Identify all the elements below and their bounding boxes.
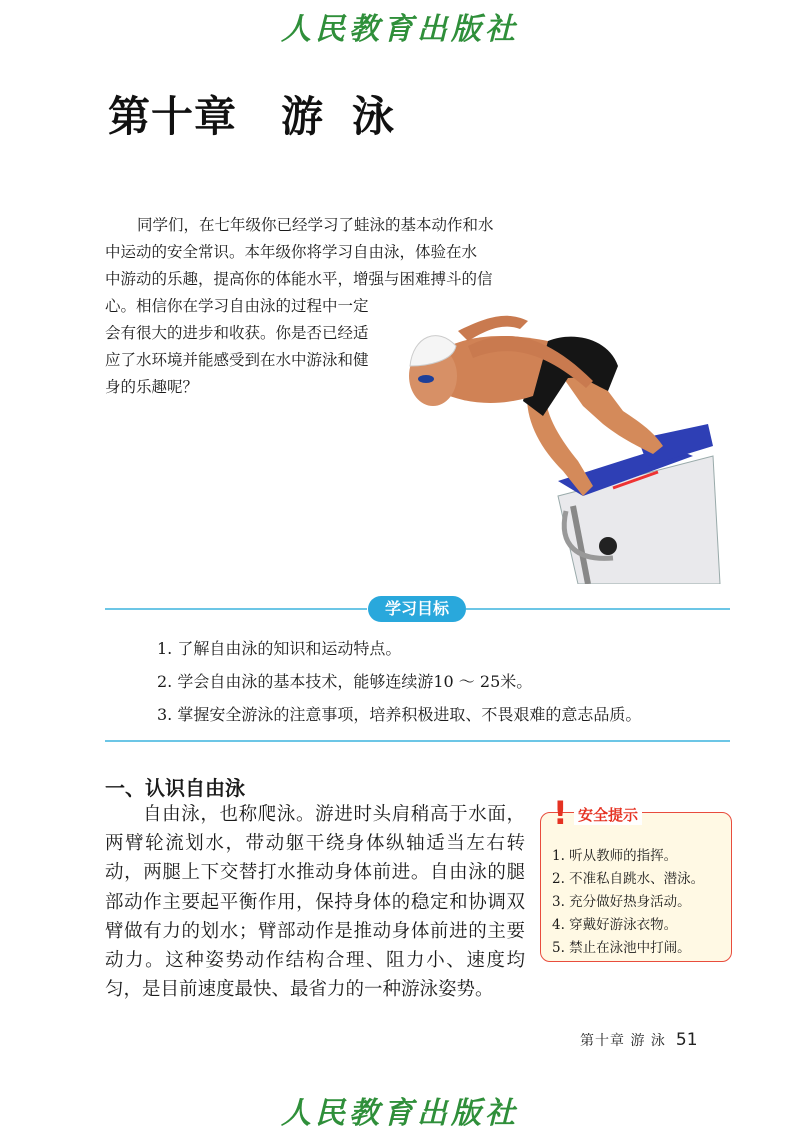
exclamation-icon: ! [553,794,568,832]
intro-line: 中游动的乐趣，提高你的体能水平，增强与困难搏斗的信 [105,270,493,288]
chapter-word-2: 泳 [352,92,396,141]
goal-item: 3. 掌握安全游泳的注意事项，培养积极进取、不畏艰难的意志品质。 [157,705,642,724]
divider [466,608,730,610]
intro-line: 应了水环境并能感受到在水中游泳和健 [105,351,369,369]
intro-line: 中运动的安全常识。本年级你将学习自由泳，体验在水 [105,243,478,261]
swimmer-illustration [408,296,726,584]
intro-line: 身的乐趣呢？ [105,378,199,396]
footer-chapter-label: 第十章 游 泳 [580,1033,666,1049]
safety-item: 3. 充分做好热身活动。 [552,894,691,910]
intro-line: 会有很大的进步和收获。你是否已经适 [105,324,369,342]
section-body: 自由泳，也称爬泳。游进时头肩稍高于水面，两臂轮流划水，带动躯干绕身体纵轴适当左右转动，两腿上下交替打水推动身体前进。自由泳的腿部动作主要起平衡作用，保持身体的稳定和协调双臂做有力的划水；臂部动作是推动身体前进的主要动力。这种姿势动作结构合理、阻力小、速度均匀，是目前速度最快、最省力的一种游泳姿势。 [105,804,525,1001]
chapter-word-1: 游 [281,92,325,141]
goal-item: 2. 学会自由泳的基本技术，能够连续游10 ～ 25米。 [157,672,533,691]
publisher-logo-bottom: 人民教育出版社 [281,1096,519,1131]
chapter-number: 第十章 [108,92,238,141]
publisher-logo-top: 人民教育出版社 [281,12,519,47]
safety-item: 1. 听从教师的指挥。 [552,848,678,864]
learning-goals-label: 学习目标 [368,596,466,622]
goal-item: 1. 了解自由泳的知识和运动特点。 [157,639,402,658]
chapter-title [108,84,395,144]
divider [105,608,367,610]
intro-line: 同学们，在七年级你已经学习了蛙泳的基本动作和水 [137,216,494,234]
safety-item: 5. 禁止在泳池中打闹。 [552,940,691,956]
section-heading: 一、认识自由泳 [105,776,245,800]
page-footer [580,1030,698,1050]
safety-item: 2. 不准私自跳水、潜泳。 [552,871,705,887]
page-number: 51 [675,1030,698,1050]
safety-tips-list [552,845,704,960]
safety-tips-title: 安全提示 [574,804,642,825]
safety-item: 4. 穿戴好游泳衣物。 [552,917,678,933]
learning-goals-list [157,632,757,731]
intro-line: 心。相信你在学习自由泳的过程中一定 [105,297,369,315]
divider [105,740,730,742]
